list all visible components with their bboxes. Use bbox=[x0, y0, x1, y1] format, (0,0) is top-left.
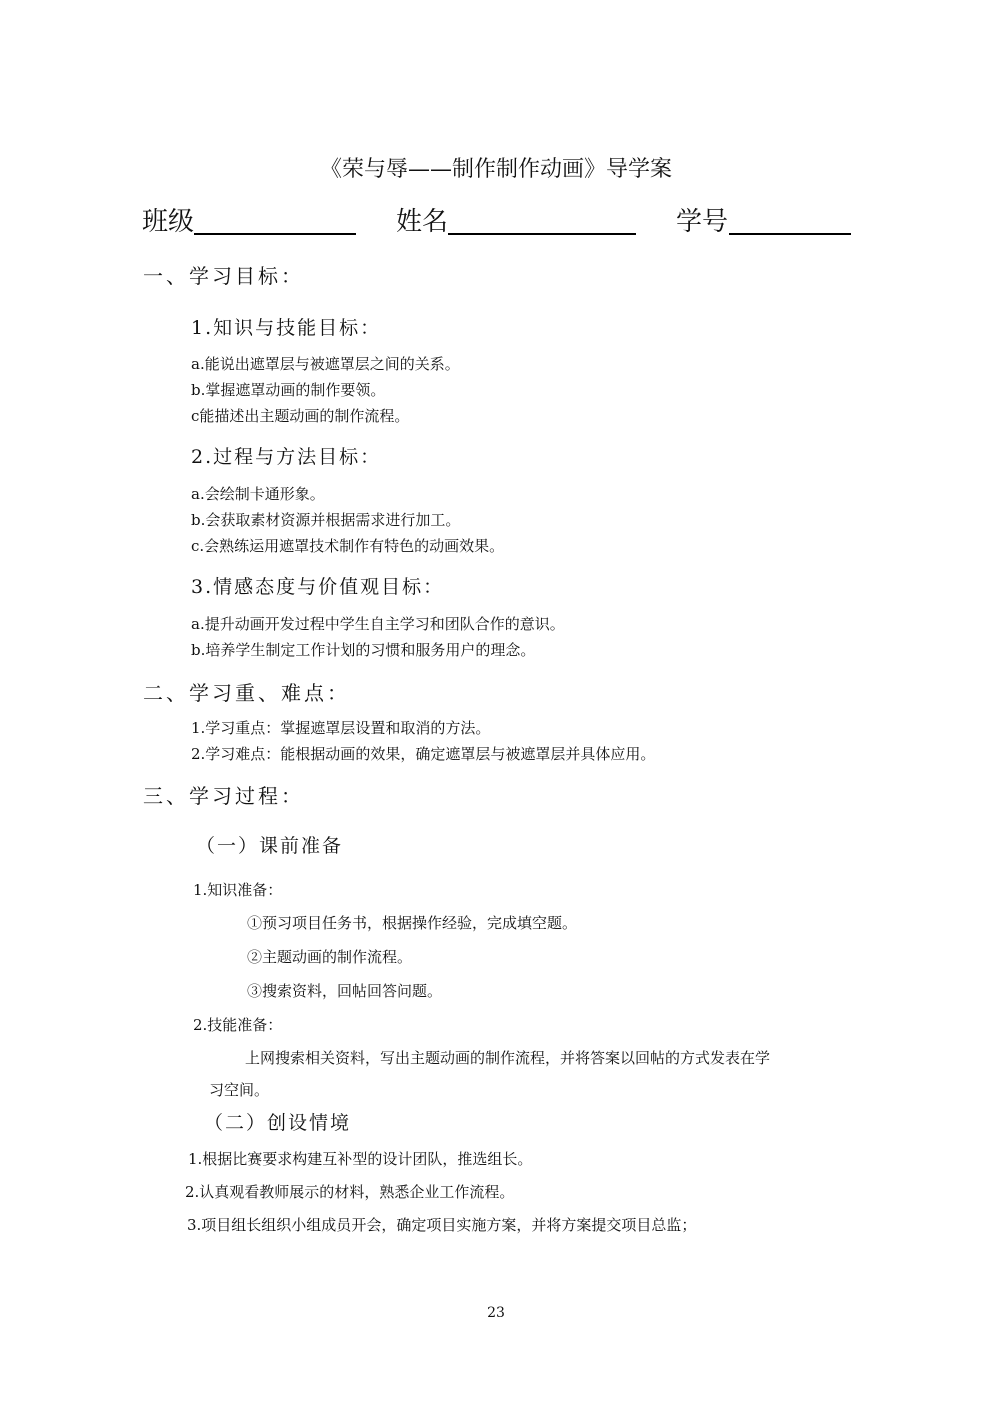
skill-prep-label: 2.技能准备： bbox=[193, 1016, 283, 1034]
class-blank[interactable] bbox=[194, 233, 356, 235]
subsection-2-heading: （二）创设情境 bbox=[204, 1112, 352, 1134]
skill-prep-text: 上网搜索相关资料，写出主题动画的制作流程，并将答案以回帖的方式发表在学 bbox=[245, 1049, 771, 1067]
number-label: 学号 bbox=[676, 207, 729, 237]
scenario-item: 1.根据比赛要求构建互补型的设计团队，推选组长。 bbox=[188, 1150, 533, 1168]
section-3-heading: 三、学习过程： bbox=[143, 784, 304, 808]
knowledge-prep-item: ①预习项目任务书，根据操作经验，完成填空题。 bbox=[247, 914, 578, 932]
subsection-1-heading: （一）课前准备 bbox=[196, 835, 344, 857]
knowledge-prep-item: ②主题动画的制作流程。 bbox=[247, 948, 413, 966]
goal-2-heading: 2.过程与方法目标： bbox=[191, 446, 382, 468]
scenario-item: 2.认真观看教师展示的材料，熟悉企业工作流程。 bbox=[185, 1183, 515, 1201]
goal-3-item: b.培养学生制定工作计划的习惯和服务用户的理念。 bbox=[191, 641, 536, 659]
document-title: 《荣与辱——制作制作动画》导学案 bbox=[319, 157, 672, 182]
skill-prep-text: 习空间。 bbox=[209, 1081, 270, 1099]
goal-3-heading: 3.情感态度与价值观目标： bbox=[191, 576, 445, 598]
goal-3-item: a.提升动画开发过程中学生自主学习和团队合作的意识。 bbox=[191, 615, 565, 633]
scenario-item: 3.项目组长组织小组成员开会，确定项目实施方案，并将方案提交项目总监； bbox=[187, 1216, 697, 1234]
goal-2-item: a.会绘制卡通形象。 bbox=[191, 485, 325, 503]
goal-1-heading: 1.知识与技能目标： bbox=[191, 317, 382, 339]
goal-2-item: c.会熟练运用遮罩技术制作有特色的动画效果。 bbox=[191, 537, 505, 555]
class-label: 班级 bbox=[142, 207, 195, 237]
name-blank[interactable] bbox=[448, 233, 636, 235]
name-label: 姓名 bbox=[396, 207, 449, 237]
key-point-item: 1.学习重点：掌握遮罩层设置和取消的方法。 bbox=[191, 719, 491, 737]
section-2-heading: 二、学习重、难点： bbox=[143, 681, 350, 705]
knowledge-prep-label: 1.知识准备： bbox=[193, 881, 283, 899]
number-blank[interactable] bbox=[729, 233, 851, 235]
goal-2-item: b.会获取素材资源并根据需求进行加工。 bbox=[191, 511, 461, 529]
key-point-item: 2.学习难点：能根据动画的效果，确定遮罩层与被遮罩层并具体应用。 bbox=[191, 745, 656, 763]
page-number: 23 bbox=[487, 1305, 505, 1321]
section-1-heading: 一、学习目标： bbox=[143, 264, 304, 288]
goal-1-item: a.能说出遮罩层与被遮罩层之间的关系。 bbox=[191, 355, 460, 373]
goal-1-item: b.掌握遮罩动画的制作要领。 bbox=[191, 381, 386, 399]
knowledge-prep-item: ③搜索资料，回帖回答问题。 bbox=[247, 982, 443, 1000]
goal-1-item: c能描述出主题动画的制作流程。 bbox=[191, 407, 410, 425]
